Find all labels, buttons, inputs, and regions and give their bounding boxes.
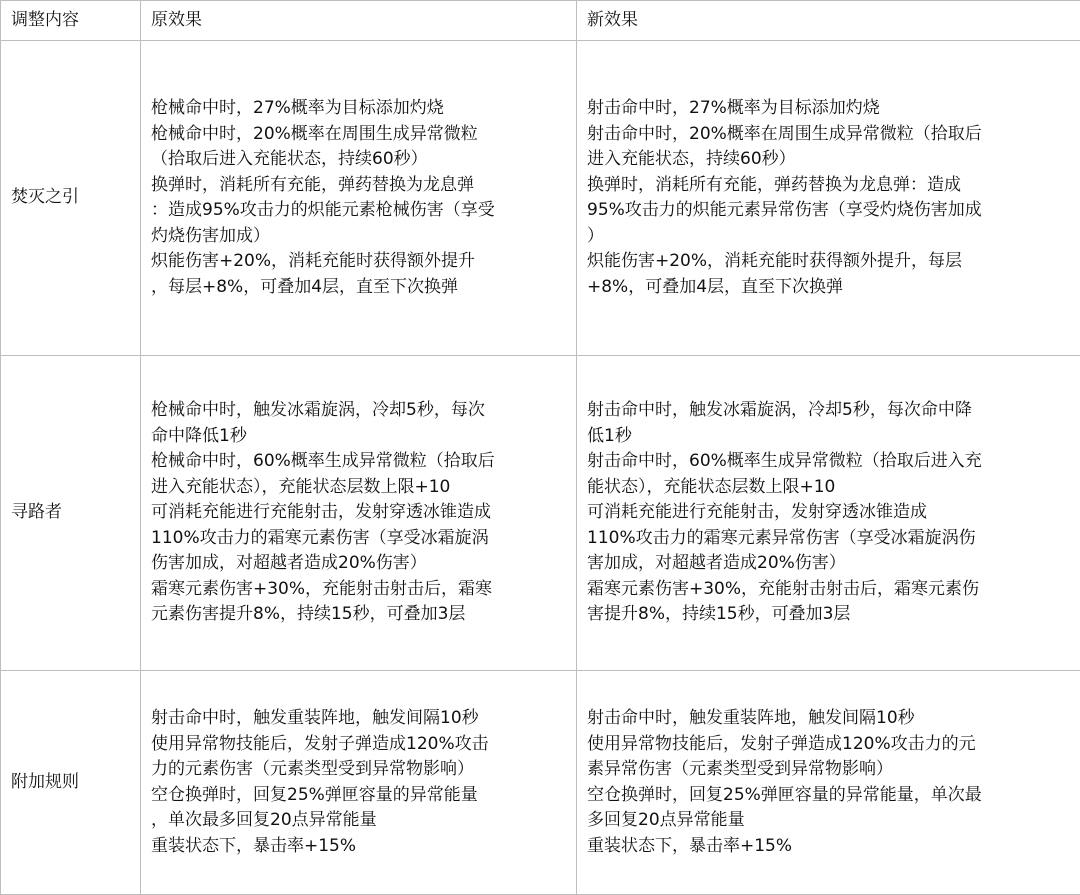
effect-line: 射击命中时，触发重装阵地，触发间隔10秒	[151, 706, 566, 732]
effect-line: 炽能伤害+20%，消耗充能时获得额外提升	[151, 249, 566, 275]
new-effect-text	[587, 398, 1070, 628]
effect-line: 害加成，对超越者造成20%伤害）	[587, 551, 1070, 577]
effect-line: 射击命中时，触发冰霜旋涡，冷却5秒，每次命中降	[587, 398, 1070, 424]
effect-line: 霜寒元素伤害+30%，充能射击射击后，霜寒元素伤	[587, 577, 1070, 603]
original-effect-text	[151, 706, 566, 859]
table-row	[1, 356, 1080, 671]
effect-line: 重装状态下，暴击率+15%	[151, 834, 566, 860]
new-effect-cell	[577, 671, 1080, 895]
row-name: 附加规则	[1, 671, 141, 895]
effect-line: 110%攻击力的霜寒元素伤害（享受冰霜旋涡	[151, 526, 566, 552]
effect-line: （拾取后进入充能状态，持续60秒）	[151, 147, 566, 173]
effect-line: +8%，可叠加4层，直至下次换弹	[587, 275, 1070, 301]
header-new-effect: 新效果	[577, 1, 1080, 41]
effect-line: 害提升8%，持续15秒，可叠加3层	[587, 602, 1070, 628]
effect-line: ，单次最多回复20点异常能量	[151, 808, 566, 834]
effect-line: 枪械命中时，27%概率为目标添加灼烧	[151, 96, 566, 122]
effect-line: 射击命中时，27%概率为目标添加灼烧	[587, 96, 1070, 122]
effect-line: ：造成95%攻击力的炽能元素枪械伤害（享受	[151, 198, 566, 224]
effect-line: 枪械命中时，触发冰霜旋涡，冷却5秒，每次	[151, 398, 566, 424]
effect-line: 枪械命中时，60%概率生成异常微粒（拾取后	[151, 449, 566, 475]
effect-line: 换弹时，消耗所有充能，弹药替换为龙息弹：造成	[587, 173, 1070, 199]
new-effect-text	[587, 96, 1070, 300]
original-effect-cell	[141, 356, 577, 671]
effect-line: 元素伤害提升8%，持续15秒，可叠加3层	[151, 602, 566, 628]
effect-line: 换弹时，消耗所有充能，弹药替换为龙息弹	[151, 173, 566, 199]
effect-line: 射击命中时，20%概率在周围生成异常微粒（拾取后	[587, 122, 1070, 148]
row-name: 寻路者	[1, 356, 141, 671]
row-name: 焚灭之引	[1, 41, 141, 356]
effect-line: 射击命中时，60%概率生成异常微粒（拾取后进入充	[587, 449, 1070, 475]
effect-line: 进入充能状态），充能状态层数上限+10	[151, 475, 566, 501]
effect-line: 可消耗充能进行充能射击，发射穿透冰锥造成	[587, 500, 1070, 526]
effect-line: 使用异常物技能后，发射子弹造成120%攻击力的元	[587, 732, 1070, 758]
effect-line: ）	[587, 224, 1070, 250]
table-row	[1, 671, 1080, 895]
original-effect-text	[151, 96, 566, 300]
new-effect-cell	[577, 356, 1080, 671]
new-effect-text	[587, 706, 1070, 859]
effect-line: 使用异常物技能后，发射子弹造成120%攻击	[151, 732, 566, 758]
header-adjustment: 调整内容	[1, 1, 141, 41]
original-effect-text	[151, 398, 566, 628]
original-effect-cell	[141, 671, 577, 895]
effect-line: 枪械命中时，20%概率在周围生成异常微粒	[151, 122, 566, 148]
effect-line: 灼烧伤害加成）	[151, 224, 566, 250]
effect-line: 空仓换弹时，回复25%弹匣容量的异常能量，单次最	[587, 783, 1070, 809]
effect-line: 射击命中时，触发重装阵地，触发间隔10秒	[587, 706, 1070, 732]
effect-line: 进入充能状态，持续60秒）	[587, 147, 1070, 173]
effect-line: 炽能伤害+20%，消耗充能时获得额外提升，每层	[587, 249, 1070, 275]
original-effect-cell	[141, 41, 577, 356]
new-effect-cell	[577, 41, 1080, 356]
effect-line: 重装状态下，暴击率+15%	[587, 834, 1070, 860]
effect-line: 伤害加成，对超越者造成20%伤害）	[151, 551, 566, 577]
effect-line: ，每层+8%，可叠加4层，直至下次换弹	[151, 275, 566, 301]
effect-line: 力的元素伤害（元素类型受到异常物影响）	[151, 757, 566, 783]
effect-line: 可消耗充能进行充能射击，发射穿透冰锥造成	[151, 500, 566, 526]
effect-line: 霜寒元素伤害+30%，充能射击射击后，霜寒	[151, 577, 566, 603]
header-original-effect: 原效果	[141, 1, 577, 41]
effect-line: 低1秒	[587, 424, 1070, 450]
effect-line: 空仓换弹时，回复25%弹匣容量的异常能量	[151, 783, 566, 809]
header-row	[1, 1, 1080, 41]
effect-line: 95%攻击力的炽能元素异常伤害（享受灼烧伤害加成	[587, 198, 1070, 224]
effect-line: 素异常伤害（元素类型受到异常物影响）	[587, 757, 1070, 783]
effect-line: 能状态），充能状态层数上限+10	[587, 475, 1070, 501]
effect-line: 110%攻击力的霜寒元素异常伤害（享受冰霜旋涡伤	[587, 526, 1070, 552]
table-row	[1, 41, 1080, 356]
effect-line: 命中降低1秒	[151, 424, 566, 450]
effect-line: 多回复20点异常能量	[587, 808, 1070, 834]
